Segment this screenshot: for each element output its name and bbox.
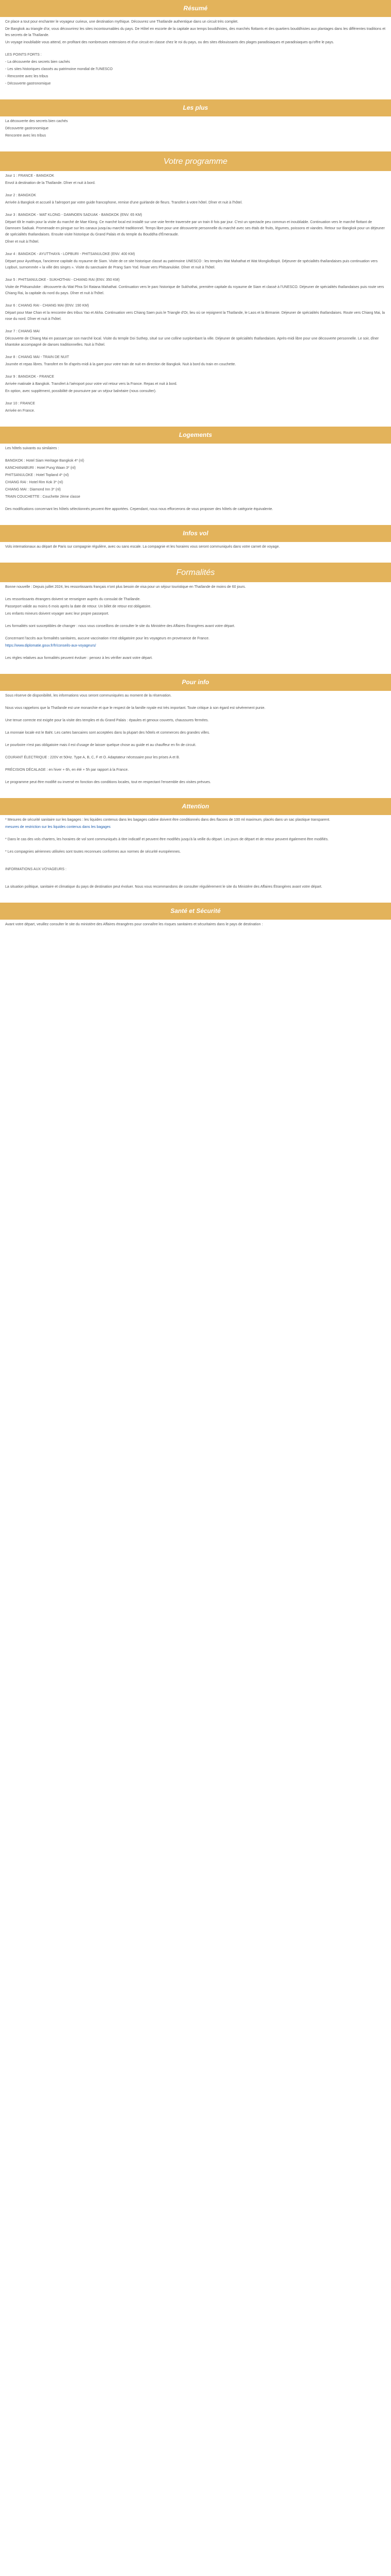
day-text: Arrivée à Bangkok et accueil à l'aéroport par votre guide francophone, remise d'une guirlande de fleurs. Transfert à votre hôtel. Dîner et nuit à l'hôtel. (5, 201, 243, 205)
hotel-item: CHIANG MAI : Diamond Inn 3* (nl) (5, 488, 61, 492)
info-text: Le programme peut être modifié ou inversé en fonction des conditions locales, tout en respectant l'ensemble des visites prévues. (5, 781, 211, 784)
point-fort-item: - Les sites historiques classés au patrimoine mondial de l'UNESCO (5, 67, 113, 71)
day-title: Jour 9 : BANGKOK - FRANCE (5, 375, 54, 379)
attention-text: * Les compagnies aériennes utilisées sont toutes reconnues conformes aux normes de sécurité européennes. (5, 850, 181, 854)
section-header-sante: Santé et Sécurité (0, 903, 391, 920)
day-title: Jour 10 : FRANCE (5, 402, 35, 405)
day-title: Jour 4 : BANGKOK - AYUTTHAYA - LOPBURI - PHITSANULOKE (ENV. 400 KM) (5, 252, 135, 256)
resume-intro: Ce place a tout pour enchanter le voyageur curieux, une destination mythique. Découvrez une Thaïlande authentique dans un circuit très complet. (5, 20, 239, 24)
day-title: Jour 7 : CHIANG MAI (5, 330, 40, 333)
logements-intro: Les hôtels suivants ou similaires : (5, 447, 59, 450)
info-text: La monnaie locale est le Baht. Les cartes bancaires sont acceptées dans la plupart des hôtels et commerces des grandes villes. (5, 731, 210, 735)
section-header-plus: Les plus (0, 99, 391, 116)
attention-text: * Dans le cas des vols charters, les horaires de vol sont communiqués à titre indicatif et peuvent être modifiés jusqu'à la veille du départ. Les jours de départ et de retour peuvent également être modifiés. (5, 838, 329, 841)
info-text: Sous réserve de disponibilité, les informations vous seront communiquées au moment de la réservation. (5, 694, 172, 698)
hotel-item: TRAIN COUCHETTE : Couchette 2ème classe (5, 495, 80, 499)
points-forts-title: LES POINTS FORTS : (5, 53, 42, 57)
day-title: Jour 2 : BANGKOK (5, 194, 36, 197)
logements-note: Des modifications concernant les hôtels sélectionnés peuvent être apportées. Cependant, nous nous efforcerons de vous proposer des hôtels de catégorie équivalente. (5, 507, 273, 511)
section-header-logements: Logements (0, 427, 391, 444)
hotel-item: PHITSANULOKE : Hotel Topland 4* (nl) (5, 473, 69, 477)
attention-title: INFORMATIONS AUX VOYAGEURS : (5, 868, 67, 871)
info-text: Une tenue correcte est exigée pour la visite des temples et du Grand Palais : épaules et genoux couverts, chaussures fermées. (5, 719, 209, 722)
plus-item: La découverte des secrets bien cachés (5, 120, 68, 123)
attention-section (0, 815, 391, 893)
formalites-text: Les règles relatives aux formalités peuvent évoluer : pensez à les vérifier avant votre départ. (5, 656, 153, 660)
section-header-programme: Votre programme (0, 151, 391, 171)
diplomatie-link[interactable]: https://www.diplomatie.gouv.fr/fr/conseils-aux-voyageurs/ (5, 644, 96, 648)
point-fort-item: - Rencontre avec les tribus (5, 75, 48, 78)
hotel-item: CHIANG RAI : Hotel Rim Kok 3* (nl) (5, 481, 63, 484)
day-text: Envol à destination de la Thaïlande. Dîner et nuit à bord. (5, 181, 95, 185)
resume-paragraph: De Bangkok au triangle d'or, vous découvrirez les sites incontournables du pays. De Hôtel en escorte de la capitale aux temps bouddhistes, des marchés flottants et des quartiers bouddhistes aux plantages dans les différentes traditions et les secrets de la Thaïlande. (5, 27, 386, 37)
info-text: PRÉCISION DÉCALAGE : en hiver + 6h, en été + 5h par rapport à la France. (5, 768, 129, 772)
day-text: Découverte de Chiang Mai en passant par son marché local. Visite du temple Doi Suthep, situé sur une colline surplombant la ville. Déjeuner de spécialités thaïlandaises. Après-midi libre pour une découverte personnelle. Le soir, dîner khantoke accompagné de danses traditionnelles. Nuit à l'hôtel. (5, 337, 379, 347)
day-text: Dîner et nuit à l'hôtel. (5, 240, 39, 244)
resume-section (0, 17, 391, 90)
day-text: Arrivée en France. (5, 409, 35, 413)
formalites-text: Les enfants mineurs doivent voyager avec leur propre passeport. (5, 612, 109, 616)
resume-paragraph: Un voyage inoubliable vous attend, en profitant des nombreuses extensions et d'un circuit en classe chez le roi du pays, ou des sites éblouissants des plages paradisiaques et paradisiaques qu'offre le pays. (5, 41, 334, 44)
programme-section (0, 171, 391, 417)
day-text: Arrivée matinale à Bangkok. Transfert à l'aéroport pour votre vol retour vers la France. Repas et nuit à bord. (5, 382, 177, 386)
day-title: Jour 3 : BANGKOK - WAT KLONG - DAMNOEN SADUAK - BANGKOK (ENV. 65 KM) (5, 213, 142, 217)
infos-text: Vols internationaux au départ de Paris sur compagnie régulière, avec ou sans escale. La compagnie et les horaires vous seront communiqués dans votre carnet de voyage. (5, 545, 280, 549)
attention-text: * Mesures de sécurité sanitaire sur les bagages : les liquides contenus dans les bagages cabine doivent être conditionnés dans des flacons de 100 ml maximum, placés dans un sac plastique transparent. (5, 818, 330, 822)
formalites-text: Les formalités sont susceptibles de changer : nous vous conseillons de consulter le site du Ministère des Affaires Étrangères avant votre départ. (5, 624, 235, 628)
formalites-section (0, 582, 391, 665)
section-header-resume: Résumé (0, 0, 391, 17)
info-section (0, 691, 391, 789)
day-text: En option, avec supplément, possibilité de poursuivre par un séjour balnéaire (nous consulter). (5, 389, 157, 393)
day-title: Jour 5 : PHITSANULOKE - SUKHOTHAI - CHIANG RAI (ENV. 350 KM) (5, 278, 120, 282)
info-text: Le pourboire n'est pas obligatoire mais il est d'usage de laisser quelque chose au guide et au chauffeur en fin de circuit. (5, 743, 197, 747)
point-fort-item: - La découverte des secrets bien cachés (5, 60, 70, 64)
section-header-infos: Infos vol (0, 525, 391, 542)
logements-section (0, 444, 391, 516)
info-text: Nous vous rappelons que la Thaïlande est une monarchie et que le respect de la famille royale est très important. Toute critique à son égard est sévèrement punie. (5, 706, 266, 710)
sante-text: Avant votre départ, veuillez consulter le site du ministère des Affaires étrangères pour connaître les risques sanitaires et sécuritaires dans le pays de destination : (5, 923, 263, 926)
section-header-attention: Attention (0, 798, 391, 815)
day-text: Journée et repas libres. Transfert en fin d'après-midi à la gare pour votre train de nuit en direction de Bangkok. Nuit à bord du train en couchette. (5, 363, 236, 366)
sante-section (0, 920, 391, 931)
day-text: Visite de Phitsanuloke : découverte du Wat Phra Sri Ratana Mahathat. Continuation vers le parc historique de Sukhothai, première capitale du royaume de Siam et classé à l'UNESCO. Déjeuner de spécialités thaïlandaises puis route vers Chiang Rai, la capitale du nord du pays. Dîner et nuit à l'hôtel. (5, 285, 384, 295)
day-text: Départ pour Mae Chan et la rencontre des tribus Yao et Akha. Continuation vers Chiang Saen puis le Triangle d'Or, lieu où se rejoignent la Thaïlande, le Laos et la Birmanie. Déjeuner de spécialités thaïlandaises. Route vers Chiang Mai, la rose du nord. Dîner et nuit à l'hôtel. (5, 311, 385, 321)
infos-section (0, 542, 391, 553)
formalites-text: Passeport valide au moins 6 mois après la date de retour. Un billet de retour est obligatoire. (5, 605, 152, 608)
day-text: Départ tôt le matin pour la visite du marché de Mae Klong. Ce marché local est installé sur une voie ferrée traversée par un train 8 fois par jour. C'est un spectacle peu commun et inoubliable. Continuation vers le marché flottant de Damnoen Saduak. Promenade en pirogue sur les canaux jusqu'au marché traditionnel. Temps libre pour une découverte personnelle du marché avec ses étals de fruits, légumes, poissons et viandes. Retour sur Bangkok pour un déjeuner de spécialités thaïlandaises. Ensuite visite historique du Grand Palais et du temple du Bouddha d'Émeraude. (5, 221, 385, 236)
day-title: Jour 8 : CHIANG MAI - TRAIN DE NUIT (5, 355, 69, 359)
section-header-info: Pour info (0, 674, 391, 691)
point-fort-item: - Découverte gastronomique (5, 82, 51, 86)
formalites-text: Les ressortissants étrangers doivent se renseigner auprès du consulat de Thaïlande. (5, 598, 141, 601)
day-title: Jour 6 : CHIANG RAI - CHIANG MAI (ENV. 190 KM) (5, 304, 89, 308)
attention-text: La situation politique, sanitaire et climatique du pays de destination peut évoluer. Nous vous recommandons de consulter régulièrement le site du Ministère des Affaires Étrangères avant votre départ. (5, 885, 322, 889)
plus-item: Découverte gastronomique (5, 127, 49, 130)
section-header-formalites: Formalités (0, 563, 391, 582)
hotel-item: BANGKOK : Hotel Siam Heritage Bangkok 4* (nl) (5, 459, 84, 463)
formalites-text: Bonne nouvelle : Depuis juillet 2024, les ressortissants français n'ont plus besoin de visa pour un séjour touristique en Thaïlande de moins de 60 jours. (5, 585, 246, 589)
day-title: Jour 1 : FRANCE - BANGKOK (5, 174, 54, 178)
day-text: Départ pour Ayutthaya, l'ancienne capitale du royaume de Siam. Visite de ce site historique classé au patrimoine UNESCO : les temples Wat Mahathat et Wat Mongkolbopit. Déjeuner de spécialités thaïlandaises puis continuation vers Lopburi, surnommée « la ville des singes ». Visite du sanctuaire de Prang Sam Yod. Route vers Phitsanuloke. Dîner et nuit à l'hôtel. (5, 260, 378, 269)
plus-section (0, 116, 391, 142)
plus-item: Rencontre avec les tribus (5, 134, 46, 138)
formalites-text: Concernant l'accès aux formalités sanitaires, aucune vaccination n'est obligatoire pour les voyageurs en provenance de France. (5, 637, 210, 640)
hotel-item: KANCHANABURI : Hotel Pung Waan 3* (nl) (5, 466, 76, 470)
liquides-link[interactable]: mesures de restriction sur les liquides contenus dans les bagages (5, 825, 111, 829)
info-text: COURANT ÉLECTRIQUE : 220V et 50Hz. Type A, B, C, F et O. Adaptateur nécessaire pour les prises A et B. (5, 756, 180, 759)
